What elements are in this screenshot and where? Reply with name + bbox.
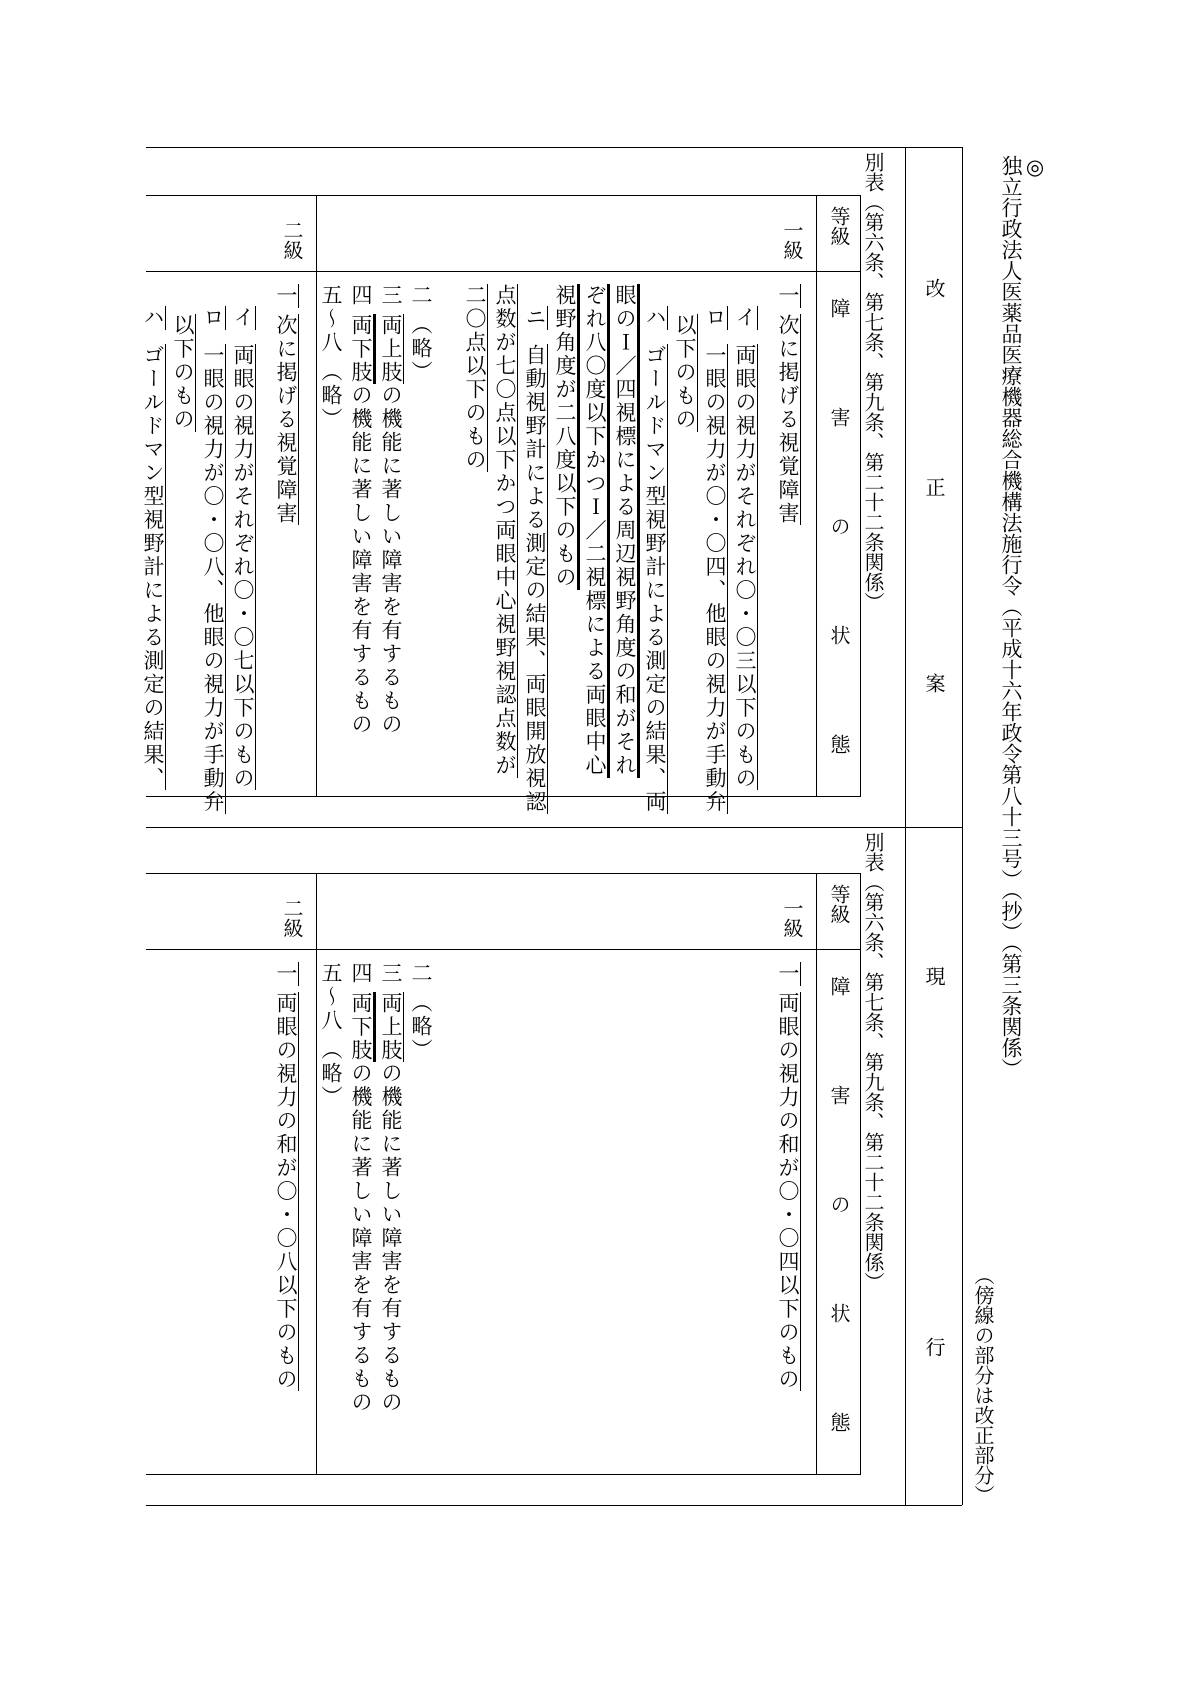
item-number: 一: [274, 962, 298, 986]
revised-table-caption: 別表（第六条、第七条、第九条、第二十二条関係）: [861, 152, 885, 612]
grade-row-2: [141, 196, 316, 814]
condition-line: [198, 271, 228, 814]
item-number: 一: [776, 284, 800, 308]
item-number: ロ: [201, 306, 225, 330]
condition-line: [271, 271, 301, 796]
item-number: 四: [349, 284, 373, 308]
condition-line: [773, 949, 803, 1474]
item-number: 一: [776, 962, 800, 986]
grade-row-1: [316, 196, 816, 814]
abbreviated-item: [346, 949, 376, 1474]
amended-text: 以下のもの: [673, 314, 697, 432]
condition-line: [168, 271, 198, 796]
item-number: ニ: [523, 306, 547, 330]
condition-line: [490, 271, 520, 796]
label-kou: 行: [922, 1337, 946, 1357]
label-gen: 現: [922, 966, 946, 986]
header-column-line: [905, 147, 906, 1505]
amended-text: 二〇点以下のもの: [463, 284, 487, 472]
abbreviated-item: [316, 949, 346, 1474]
item-number: ロ: [703, 306, 727, 330]
amended-text: ゴールドマン型視野計による測定の結果、: [141, 343, 165, 790]
condition-line: [580, 271, 610, 796]
amended-text: 次に掲げる視覚障害: [274, 313, 298, 525]
current-table-caption: 別表（第六条、第七条、第九条、第二十二条関係）: [861, 832, 885, 1292]
grade-label: 一級: [780, 898, 804, 938]
item-text: の機能に著しい障害を有するもの: [379, 384, 403, 737]
condition-list: [141, 271, 316, 814]
condition-header: 障害の状態: [827, 976, 851, 1521]
grade-row-1: [316, 874, 816, 1474]
title-text: 独立行政法人医薬品医療機器総合機構法施行令（平成十六年政令第八十三号）（抄）（第三条関係）: [999, 155, 1023, 1079]
condition-line: [228, 271, 258, 796]
condition-line: [640, 271, 670, 814]
item-number: 二: [409, 284, 433, 308]
condition-line: [610, 271, 640, 796]
condition-line: [550, 271, 580, 796]
table-header-divider: [816, 196, 817, 796]
grade-header: 等級: [827, 884, 851, 924]
item-text: の機能に著しい障害を有するもの: [379, 1062, 403, 1415]
condition-line: [520, 271, 550, 814]
item-number: 四: [349, 962, 373, 986]
amended-text: 点数が七〇点以下かつ両眼中心視野視認点数が: [493, 284, 517, 778]
current-table: [146, 873, 861, 1521]
abbreviated-item: [316, 271, 346, 796]
condition-line: [773, 271, 803, 796]
item-number: 三: [379, 284, 403, 308]
item-text: の機能に著しい障害を有するもの: [349, 1062, 373, 1415]
amended-text: 両上肢: [379, 991, 403, 1062]
amended-text: 両下肢: [349, 314, 376, 385]
abbreviated-item: [406, 271, 436, 796]
item-text: （略）: [409, 991, 433, 1062]
double-circle-icon: ◎: [1023, 155, 1047, 179]
amended-text: 両上肢: [379, 313, 403, 384]
amended-text: 視野角度が二八度以下のもの: [553, 284, 580, 590]
item-number: 五～八: [319, 284, 343, 355]
grade-header: 等級: [827, 206, 851, 246]
amended-text: 両眼の視力がそれぞれ〇・〇三以下のもの: [733, 343, 757, 790]
item-number: ハ: [643, 306, 667, 330]
item-text: （略）: [319, 1038, 343, 1109]
amended-text: 次に掲げる視覚障害: [776, 313, 800, 525]
amended-text: 以下のもの: [171, 314, 195, 432]
amended-text: 一眼の視力が〇・〇四、他眼の視力が手動弁: [703, 343, 727, 814]
item-text: （略）: [409, 313, 433, 384]
item-text: （略）: [319, 360, 343, 431]
grade-label: 二級: [280, 898, 304, 938]
amended-text: ゴールドマン型視野計による測定の結果、両: [643, 343, 667, 814]
condition-list: [316, 949, 816, 1474]
condition-list: [146, 949, 316, 1474]
abbreviated-item: [376, 949, 406, 1474]
amended-text: 自動視野計による測定の結果、両眼開放視認: [523, 343, 547, 814]
revised-table: [141, 195, 861, 843]
legend-note: （傍線の部分は改正部分）: [971, 1265, 995, 1505]
condition-line: [700, 271, 730, 814]
amended-text: 一眼の視力が〇・〇八、他眼の視力が手動弁: [201, 343, 225, 814]
amended-text: 両下肢: [349, 992, 376, 1063]
item-number: 三: [379, 962, 403, 986]
item-number: 一: [274, 284, 298, 308]
item-number: イ: [733, 306, 757, 330]
amended-text: 両眼の視力の和が〇・〇四以下のもの: [776, 991, 800, 1391]
table-header-divider: [816, 874, 817, 1474]
amended-text: ぞれ八〇度以下かつＩ／二視標による両眼中心: [583, 284, 610, 778]
label-kai: 改: [922, 278, 946, 298]
condition-header: 障害の状態: [827, 298, 851, 843]
label-an: 案: [922, 673, 946, 693]
condition-line: [271, 949, 301, 1474]
item-number: ハ: [141, 306, 165, 330]
frame-right-line: [962, 147, 963, 1505]
grade-label: 一級: [780, 220, 804, 260]
grade-label: 二級: [280, 220, 304, 260]
item-number: イ: [231, 306, 255, 330]
abbreviated-item: [406, 949, 436, 1474]
grade-row-2: [146, 874, 316, 1474]
abbreviated-item: [376, 271, 406, 796]
amended-text: 両眼の視力の和が〇・〇八以下のもの: [274, 991, 298, 1391]
label-sei: 正: [922, 477, 946, 497]
item-number: 五～八: [319, 962, 343, 1033]
condition-list: [316, 271, 816, 814]
abbreviated-item: [346, 271, 376, 796]
condition-line: [460, 271, 490, 796]
amended-text: 両眼の視力がそれぞれ〇・〇七以下のもの: [231, 343, 255, 790]
condition-line: [138, 271, 168, 796]
item-text: の機能に著しい障害を有するもの: [349, 384, 373, 737]
item-number: 二: [409, 962, 433, 986]
condition-line: [670, 271, 700, 796]
frame-top-line: [146, 147, 962, 148]
condition-line: [730, 271, 760, 796]
amended-text: 眼のＩ／四視標による周辺視野角度の和がそれ: [613, 284, 640, 778]
document-title: [999, 155, 1047, 1079]
